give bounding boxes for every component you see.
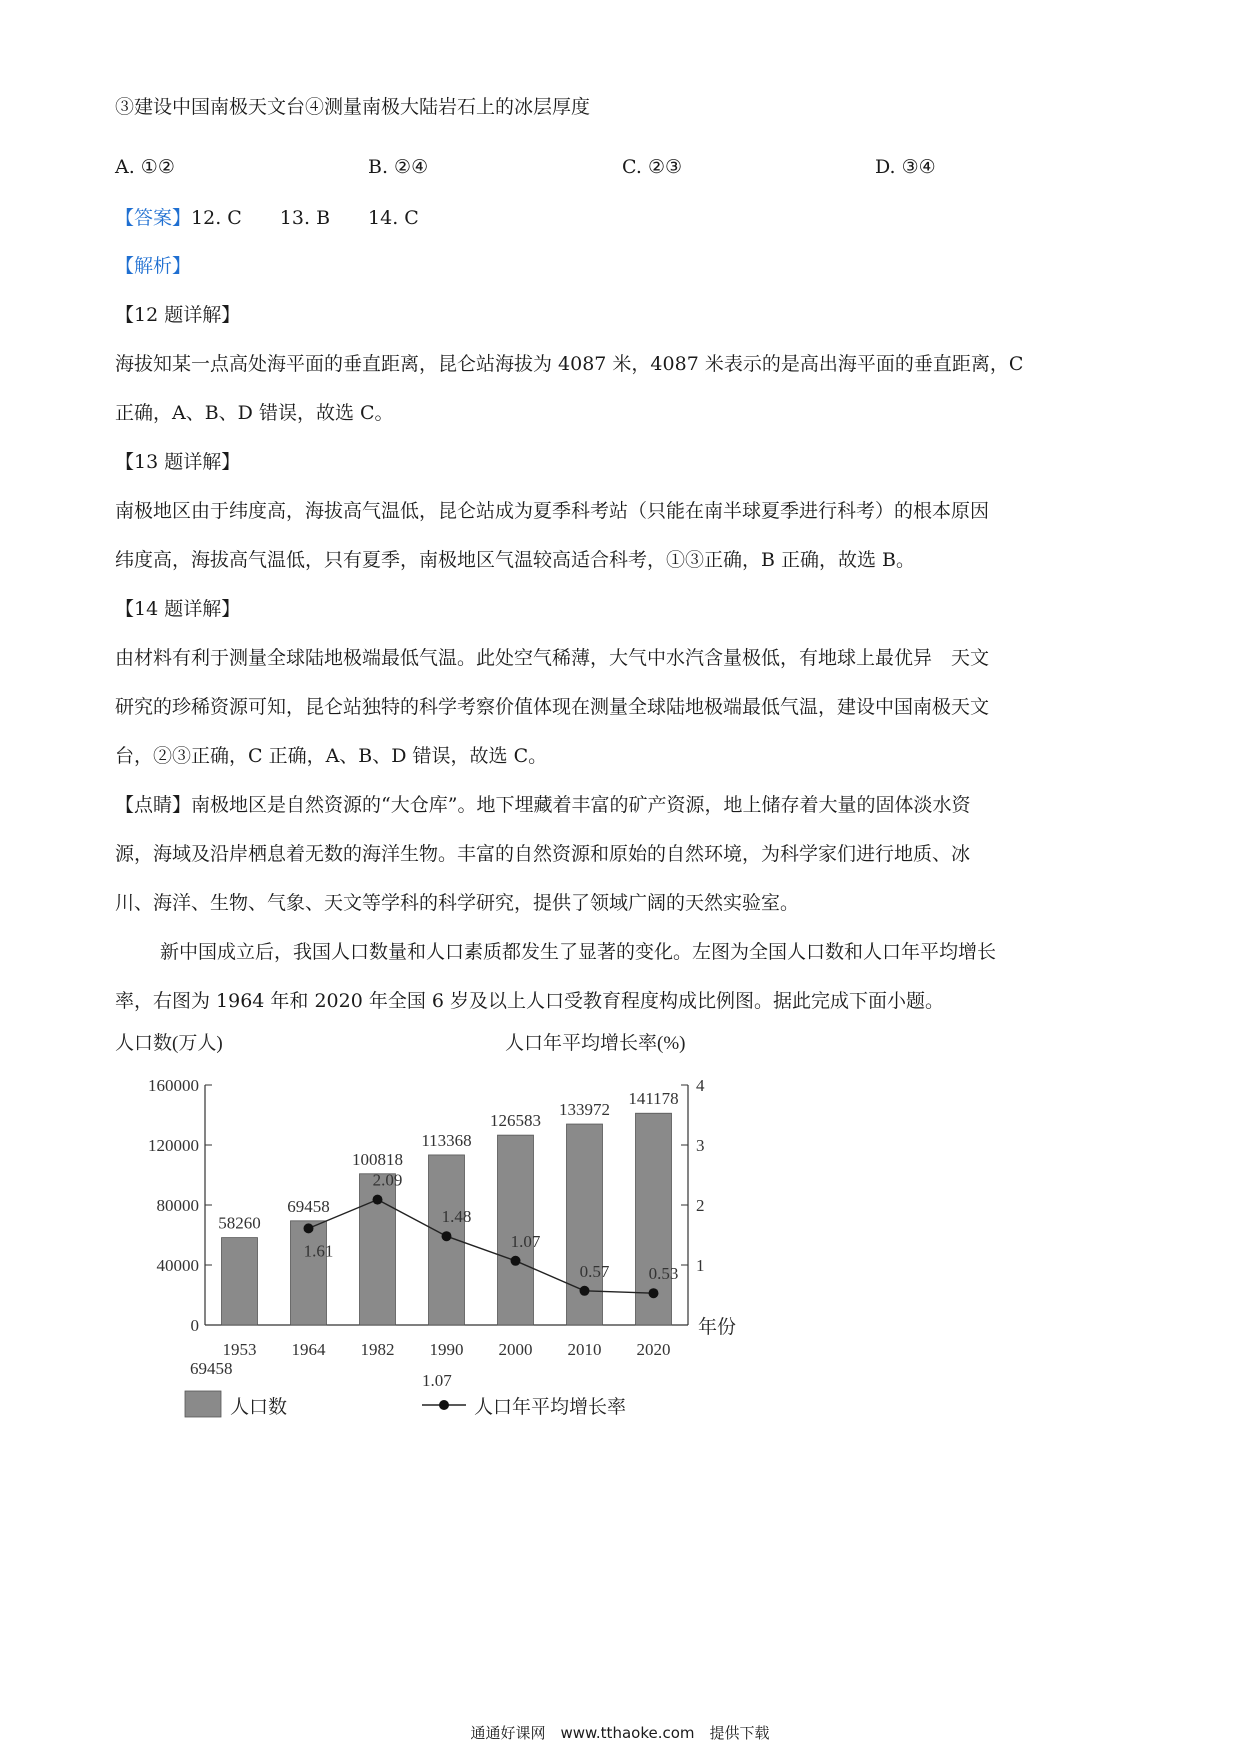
population-value-label: 141178 <box>628 1089 679 1109</box>
x-tick-label: 1953 <box>222 1340 257 1359</box>
option-d: D. ③④ <box>875 156 936 178</box>
x-tick-label: 2010 <box>567 1340 602 1359</box>
growth-rate-point <box>511 1256 521 1266</box>
legend-line-label: 人口年平均增长率 <box>474 1397 627 1418</box>
legend-bar-swatch <box>185 1391 221 1417</box>
growth-rate-value-label: 0.57 <box>579 1261 610 1281</box>
growth-rate-value-label: 0.53 <box>648 1264 679 1284</box>
q14-items-continued: ③建设中国南极天文台④测量南极大陆岩石上的冰层厚度 <box>115 96 591 118</box>
legend-bar-label: 人口数 <box>230 1397 288 1418</box>
x-tick-label: 2000 <box>498 1340 533 1359</box>
tip-line-2: 源，海域及沿岸栖息着无数的海洋生物。丰富的自然资源和原始的自然环境，为科学家们进行地质、冰 <box>115 843 971 865</box>
q14-line-2: 研究的珍稀资源可知，昆仑站独特的科学考察价值体现在测量全球陆地极端最低气温，建设中国南极天文 <box>115 696 990 718</box>
population-value-label: 113368 <box>421 1130 472 1150</box>
right-axis-title: 人口年平均增长率(%) <box>505 1033 686 1054</box>
growth-rate-point <box>580 1286 590 1296</box>
tip-text-1: 南极地区是自然资源的“大仓库”。地下埋藏着丰富的矿产资源，地上储存着大量的固体淡水资 <box>191 794 971 816</box>
growth-rate-point <box>304 1223 314 1233</box>
q13-heading: 【13 题详解】 <box>115 451 241 473</box>
option-c: C. ②③ <box>622 156 683 178</box>
population-value-label: 69458 <box>287 1196 330 1216</box>
tip-label: 【点睛】 <box>115 794 192 816</box>
option-b: B. ②④ <box>368 156 429 178</box>
q12-line-2: 正确，A、B、D 错误，故选 C。 <box>115 402 394 424</box>
tip-line-3: 川、海洋、生物、气象、天文等学科的科学研究，提供了领域广阔的天然实验室。 <box>115 892 800 914</box>
population-chart <box>110 1025 770 1425</box>
left-tick-label: 0 <box>190 1316 199 1335</box>
left-tick-label: 120000 <box>148 1136 199 1155</box>
growth-rate-value-label: 1.07 <box>510 1231 541 1251</box>
stray-label: 69458 <box>190 1359 233 1378</box>
right-tick-label: 1 <box>696 1256 705 1275</box>
answer-label: 【答案】 <box>115 207 192 229</box>
x-tick-label: 1982 <box>360 1340 395 1359</box>
population-value-label: 126583 <box>490 1111 541 1131</box>
q12-line-1: 海拔知某一点高处海平面的垂直距离，昆仑站海拔为 4087 米，4087 米表示的是高出海平面的垂直距离，C <box>115 353 1024 375</box>
footer-text: 通通好课网 www.tthaoke.com 提供下载 <box>470 1724 770 1742</box>
growth-rate-point <box>442 1231 452 1241</box>
stray-label: 1.07 <box>422 1371 452 1390</box>
q14-line-1: 由材料有利于测量全球陆地极端最低气温。此处空气稀薄，大气中水汽含量极低，有地球上最优异 天文 <box>115 647 990 669</box>
left-tick-label: 40000 <box>156 1256 199 1275</box>
q14-heading: 【14 题详解】 <box>115 598 241 620</box>
q13-line-2: 纬度高，海拔高气温低，只有夏季，南极地区气温较高适合科考，①③正确，B 正确，故选 B。 <box>115 549 916 571</box>
growth-rate-value-label: 2.09 <box>372 1170 403 1190</box>
legend-line-marker <box>439 1400 449 1410</box>
growth-rate-value-label: 1.48 <box>441 1207 472 1227</box>
population-value-label: 58260 <box>218 1213 261 1233</box>
population-bar <box>222 1238 258 1325</box>
right-tick-label: 3 <box>696 1136 705 1155</box>
growth-rate-point <box>373 1195 383 1205</box>
left-axis-title: 人口数(万人) <box>115 1033 223 1054</box>
right-tick-label: 2 <box>696 1196 705 1215</box>
tip-line-1 <box>115 792 970 818</box>
x-tick-label: 2020 <box>636 1340 671 1359</box>
growth-rate-value-label: 1.61 <box>303 1241 334 1261</box>
intro-line-1: 新中国成立后，我国人口数量和人口素质都发生了显著的变化。左图为全国人口数和人口年平均增长 <box>160 941 997 963</box>
intro-line-2: 率，右图为 1964 年和 2020 年全国 6 岁及以上人口受教育程度构成比例图。据此完成下面小题。 <box>115 990 945 1012</box>
answer-line <box>115 205 419 231</box>
x-tick-label: 1990 <box>429 1340 464 1359</box>
analysis-label: 【解析】 <box>115 255 192 277</box>
answer-text: 12. C 13. B 14. C <box>191 207 419 229</box>
left-tick-label: 160000 <box>148 1076 199 1095</box>
right-tick-label: 4 <box>696 1076 705 1095</box>
left-tick-label: 80000 <box>156 1196 199 1215</box>
population-bar <box>291 1221 327 1325</box>
q14-line-3: 台，②③正确，C 正确，A、B、D 错误，故选 C。 <box>115 745 548 767</box>
option-a: A. ①② <box>115 156 175 178</box>
x-axis-title: 年份 <box>698 1317 737 1338</box>
population-value-label: 100818 <box>352 1149 403 1169</box>
q13-line-1: 南极地区由于纬度高，海拔高气温低，昆仑站成为夏季科考站（只能在南半球夏季进行科考）的根本原因 <box>115 500 990 522</box>
growth-rate-point <box>649 1288 659 1298</box>
population-value-label: 133972 <box>559 1100 610 1120</box>
q12-heading: 【12 题详解】 <box>115 304 241 326</box>
population-bar <box>498 1135 534 1325</box>
x-tick-label: 1964 <box>291 1340 326 1359</box>
